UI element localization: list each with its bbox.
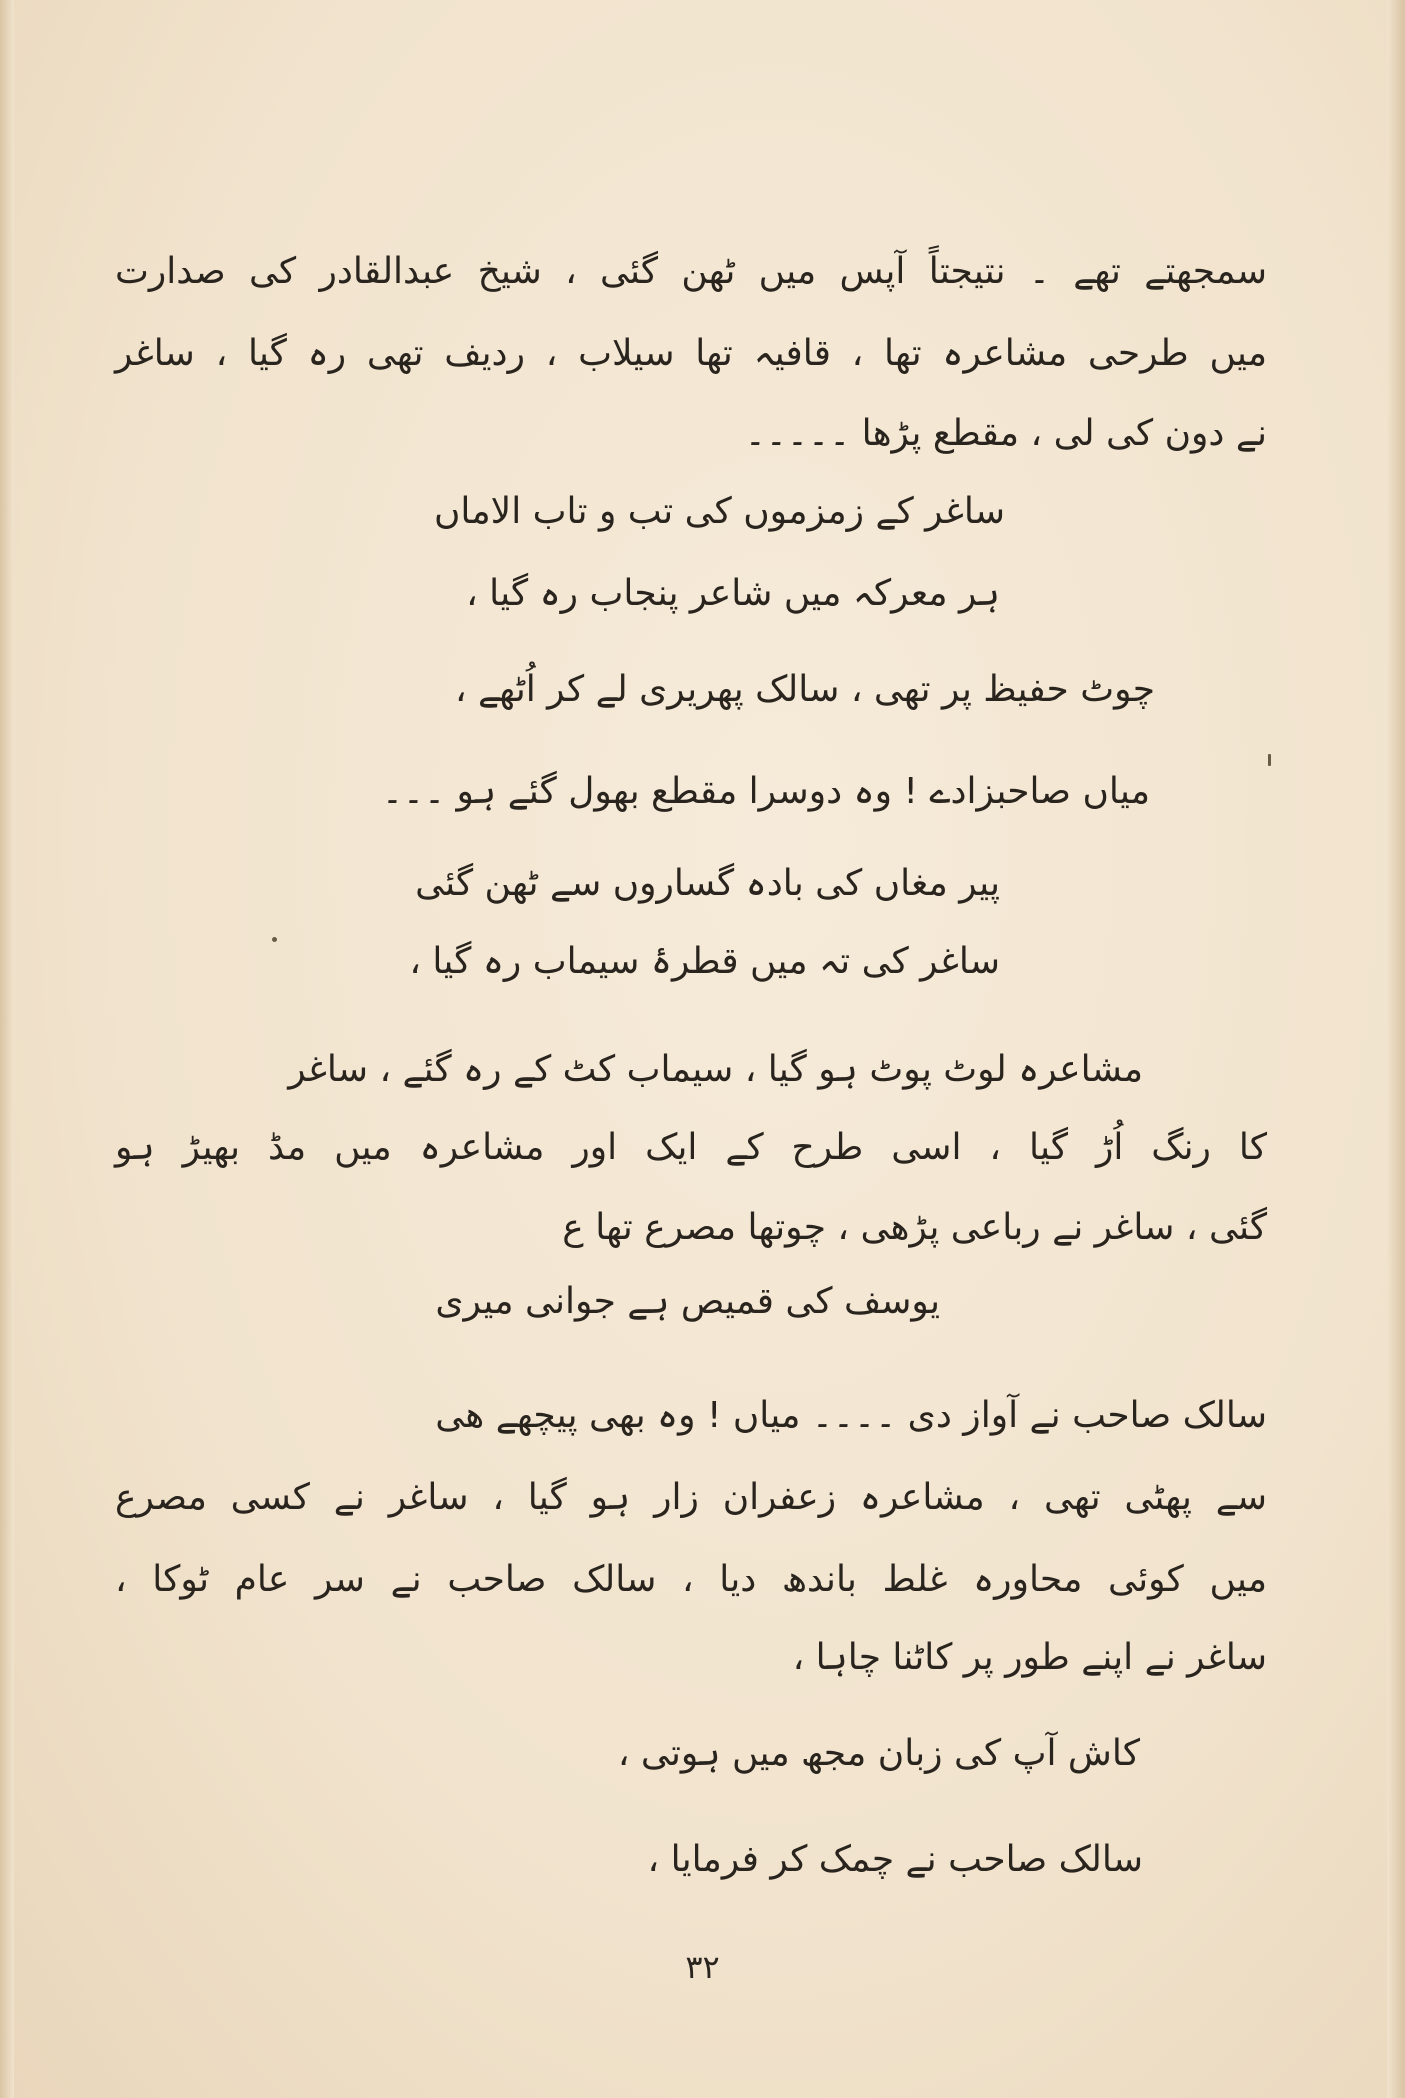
verse-line-5: یوسف کی قمیص ہے جوانی میری <box>435 1281 940 1322</box>
prose-line-9: سالک صاحب نے آواز دی ۔۔۔۔ میاں ! وہ بھی پیچھے ھی <box>435 1395 1267 1436</box>
prose-line-3: نے دون کی لی ، مقطع پڑھا ۔۔۔۔۔ <box>744 413 1267 454</box>
prose-line-13: سالک صاحب نے چمک کر فرمایا ، <box>647 1839 1143 1880</box>
verse-line-4: ساغر کی تہ میں قطرۂ سیماب رہ گیا ، <box>409 941 1000 982</box>
page-left-edge <box>0 0 14 2098</box>
prose-line-7: کا رنگ اُڑ گیا ، اسی طرح کے ایک اور مشاعرہ میں مڈ بھیڑ ہو <box>115 1127 1267 1168</box>
prose-line-10: سے پھٹی تھی ، مشاعرہ زعفران زار ہو گیا ، ساغر نے کسی مصرع <box>115 1477 1267 1518</box>
page-number: ۳۲ <box>685 1948 720 1986</box>
prose-line-4: چوٹ حفیظ پر تھی ، سالک پھریری لے کر اُٹھے ، <box>454 669 1155 710</box>
page-right-edge <box>1387 0 1405 2098</box>
prose-line-1: سمجھتے تھے ۔ نتیجتاً آپس میں ٹھن گئی ، شیخ عبدالقادر کی صدارت <box>115 251 1267 292</box>
verse-line-2: ہر معرکہ میں شاعر پنجاب رہ گیا ، <box>466 573 1000 614</box>
paper-speck <box>272 937 277 942</box>
prose-line-12: ساغر نے اپنے طور پر کاٹنا چاہا ، <box>792 1637 1267 1678</box>
paper-mark <box>1268 754 1271 766</box>
verse-line-1: ساغر کے زمزموں کی تب و تاب الاماں <box>433 491 1005 532</box>
prose-line-5: میاں صاحبزادے ! وہ دوسرا مقطع بھول گئے ہو ۔۔۔ <box>381 771 1150 812</box>
verse-line-3: پیر مغاں کی بادہ گساروں سے ٹھن گئی <box>415 863 1000 904</box>
prose-line-11: میں کوئی محاورہ غلط باندھ دیا ، سالک صاحب نے سر عام ٹوکا ، <box>115 1559 1267 1600</box>
prose-line-8: گئی ، ساغر نے رباعی پڑھی ، چوتھا مصرع تھا ع <box>562 1207 1267 1248</box>
prose-line-2: میں طرحی مشاعرہ تھا ، قافیہ تھا سیلاب ، ردیف تھی رہ گیا ، ساغر <box>115 333 1267 374</box>
quote-line-1: کاش آپ کی زبان مجھ میں ہوتی ، <box>617 1733 1140 1774</box>
prose-line-6: مشاعرہ لوٹ پوٹ ہو گیا ، سیماب کٹ کے رہ گئے ، ساغر <box>288 1049 1143 1090</box>
